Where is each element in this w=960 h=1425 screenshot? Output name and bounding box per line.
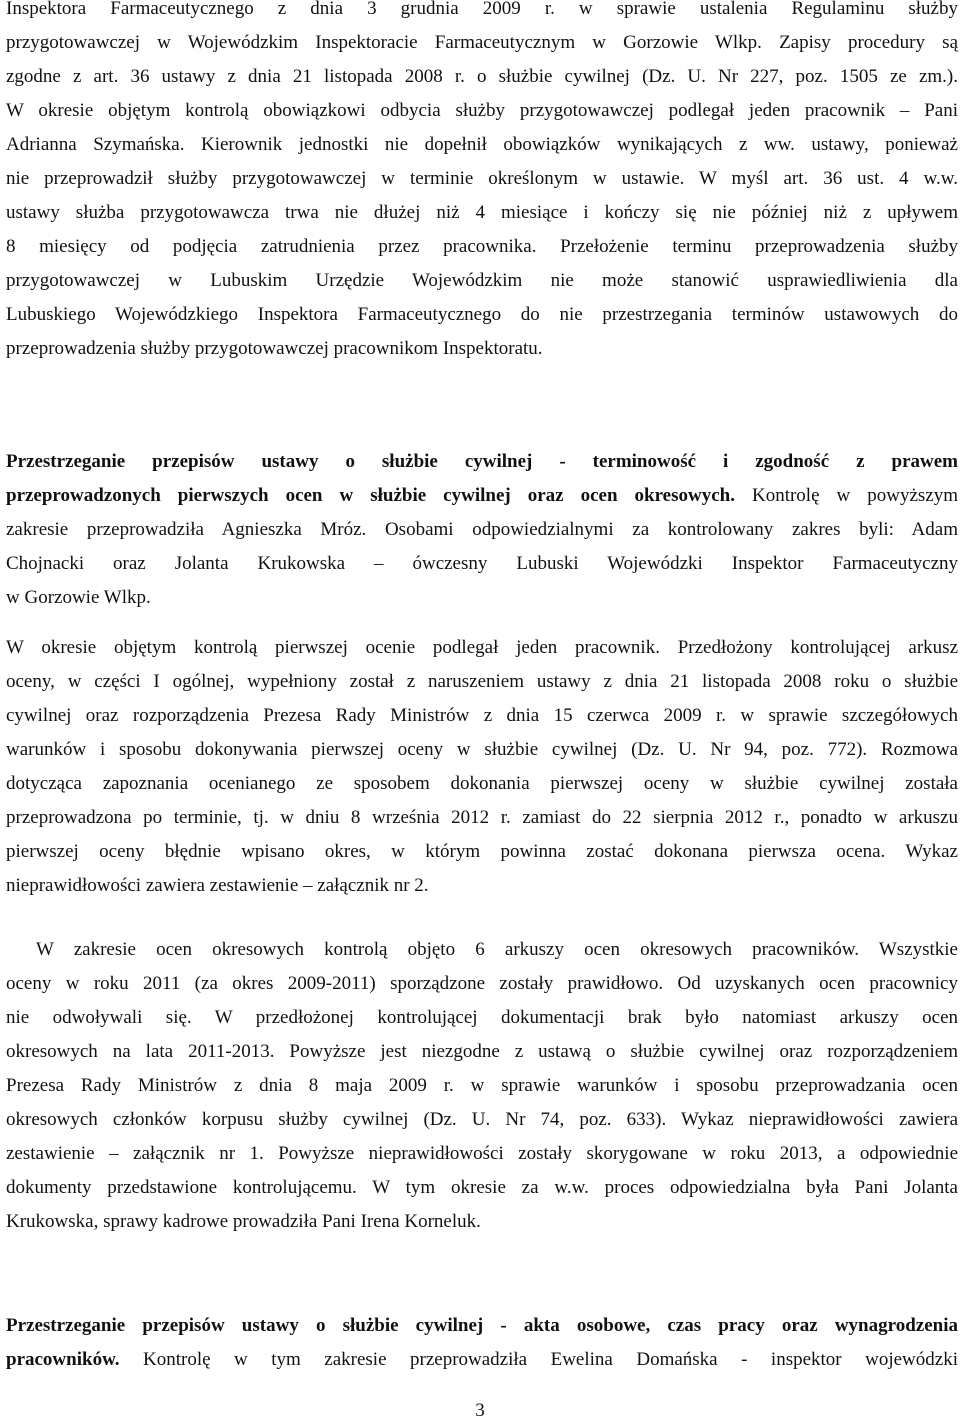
text-line: Chojnacki oraz Jolanta Krukowska – ówczesny Lubuski Wojewódzki Inspektor Farmaceutyczny xyxy=(6,553,958,574)
text-line: przeprowadzona po terminie, tj. w dniu 8 września 2012 r. zamiast do 22 sierpnia 2012 r., ponadto w arkuszu xyxy=(6,807,958,828)
text-line: nie odwoływali się. W przedłożonej kontrolującej dokumentacji brak było natomiast arkuszy ocen xyxy=(6,1007,958,1028)
text-line: oceny, w części I ogólnej, wypełniony został z naruszeniem ustawy z dnia 21 listopada 2008 roku o służbie xyxy=(6,671,958,692)
text-line: W okresie objętym kontrolą obowiązkowi odbycia służby przygotowawczej podlegał jeden pracownik – Pani xyxy=(6,100,958,121)
text-line: Inspektora Farmaceutycznego z dnia 3 grudnia 2009 r. w sprawie ustalenia Regulaminu służby xyxy=(6,0,958,19)
text-line: pierwszej oceny błędnie wpisano okres, w którym powinna zostać dokonana pierwsza ocena. Wykaz xyxy=(6,841,958,862)
section-personnel-files xyxy=(6,1309,958,1377)
text-line: dotycząca zapoznania ocenianego ze sposobem dokonania pierwszej oceny w służbie cywilnej została xyxy=(6,773,958,794)
text-line: nieprawidłowości zawiera zestawienie – załącznik nr 2. xyxy=(6,875,429,896)
text-line xyxy=(6,479,958,513)
text-fragment: Kontrolę w tym zakresie przeprowadziła Ewelina Domańska - inspektor wojewódzki xyxy=(119,1349,958,1370)
text-line: przygotowawczej w Lubuskim Urzędzie Wojewódzkim nie może stanowić usprawiedliwienia dla xyxy=(6,270,958,291)
text-fragment: Kontrolę w powyższym xyxy=(734,485,958,506)
text-line: cywilnej oraz rozporządzenia Prezesa Rady Ministrów z dnia 15 czerwca 2009 r. w sprawie szczegółowych xyxy=(6,705,958,726)
text-line: Prezesa Rady Ministrów z dnia 8 maja 2009 r. w sprawie warunków i sposobu przeprowadzania ocen xyxy=(6,1075,958,1096)
text-line: nie przeprowadził służby przygotowawczej w terminie określonym w ustawie. W myśl art. 36 ust. 4 w.w. xyxy=(6,168,958,189)
section-heading-continuation: pracowników. xyxy=(6,1349,120,1370)
paragraph-periodic-evaluations xyxy=(6,933,958,1239)
section-heading: Przestrzeganie przepisów ustawy o służbie cywilnej - terminowość i zgodność z prawem xyxy=(6,451,958,472)
text-line: przeprowadzenia służby przygotowawczej pracownikom Inspektoratu. xyxy=(6,338,543,359)
text-line: przygotowawczej w Wojewódzkim Inspektoracie Farmaceutycznym w Gorzowie Wlkp. Zapisy procedury są xyxy=(6,32,958,53)
text-line: warunków i sposobu dokonywania pierwszej oceny w służbie cywilnej (Dz. U. Nr 94, poz. 772). Rozmowa xyxy=(6,739,958,760)
text-line: okresowych członków korpusu służby cywilnej (Dz. U. Nr 74, poz. 633). Wykaz nieprawidłowości zawiera xyxy=(6,1109,958,1130)
text-line: W zakresie ocen okresowych kontrolą objęto 6 arkuszy ocen okresowych pracowników. Wszystkie xyxy=(36,939,958,960)
text-line xyxy=(6,1343,958,1377)
text-line: zgodne z art. 36 ustawy z dnia 21 listopada 2008 r. o służbie cywilnej (Dz. U. Nr 227, poz. 1505 ze zm.). xyxy=(6,66,958,87)
section-heading-continuation: przeprowadzonych pierwszych ocen w służbie cywilnej oraz ocen okresowych. xyxy=(6,485,735,506)
page-number: 3 xyxy=(475,1400,485,1421)
text-line: Lubuskiego Wojewódzkiego Inspektora Farmaceutycznego do nie przestrzegania terminów ustawowych do xyxy=(6,304,958,325)
section-heading: Przestrzeganie przepisów ustawy o służbie cywilnej - akta osobowe, czas pracy oraz wynagrodzenia xyxy=(6,1315,958,1336)
text-line: ustawy służba przygotowawcza trwa nie dłużej niż 4 miesiące i kończy się nie później niż z upływem xyxy=(6,202,958,223)
section-first-evaluations xyxy=(6,445,958,615)
text-line: zakresie przeprowadziła Agnieszka Mróz. Osobami odpowiedzialnymi za kontrolowany zakres byli: Adam xyxy=(6,519,958,540)
text-line: W okresie objętym kontrolą pierwszej ocenie podlegał jeden pracownik. Przedłożony kontrolującej arkusz xyxy=(6,637,958,658)
text-line: w Gorzowie Wlkp. xyxy=(6,587,151,608)
text-line: oceny w roku 2011 (za okres 2009-2011) sporządzone zostały prawidłowo. Od uzyskanych ocen pracownicy xyxy=(6,973,958,994)
text-line: Adrianna Szymańska. Kierownik jednostki nie dopełnił obowiązków wynikających z ww. ustawy, ponieważ xyxy=(6,134,958,155)
text-line: dokumenty przedstawione kontrolującemu. W tym okresie za w.w. proces odpowiedzialna była Pani Jolanta xyxy=(6,1177,958,1198)
paragraph-service-preparation xyxy=(6,0,958,366)
paragraph-first-evaluation xyxy=(6,631,958,903)
text-line: okresowych na lata 2011-2013. Powyższe jest niezgodne z ustawą o służbie cywilnej oraz rozporządzeniem xyxy=(6,1041,958,1062)
text-line: Krukowska, sprawy kadrowe prowadziła Pani Irena Korneluk. xyxy=(6,1211,481,1232)
text-line: 8 miesięcy od podjęcia zatrudnienia przez pracownika. Przełożenie terminu przeprowadzenia służby xyxy=(6,236,958,257)
text-line: zestawienie – załącznik nr 1. Powyższe nieprawidłowości zostały skorygowane w roku 2013, a odpowiednie xyxy=(6,1143,958,1164)
